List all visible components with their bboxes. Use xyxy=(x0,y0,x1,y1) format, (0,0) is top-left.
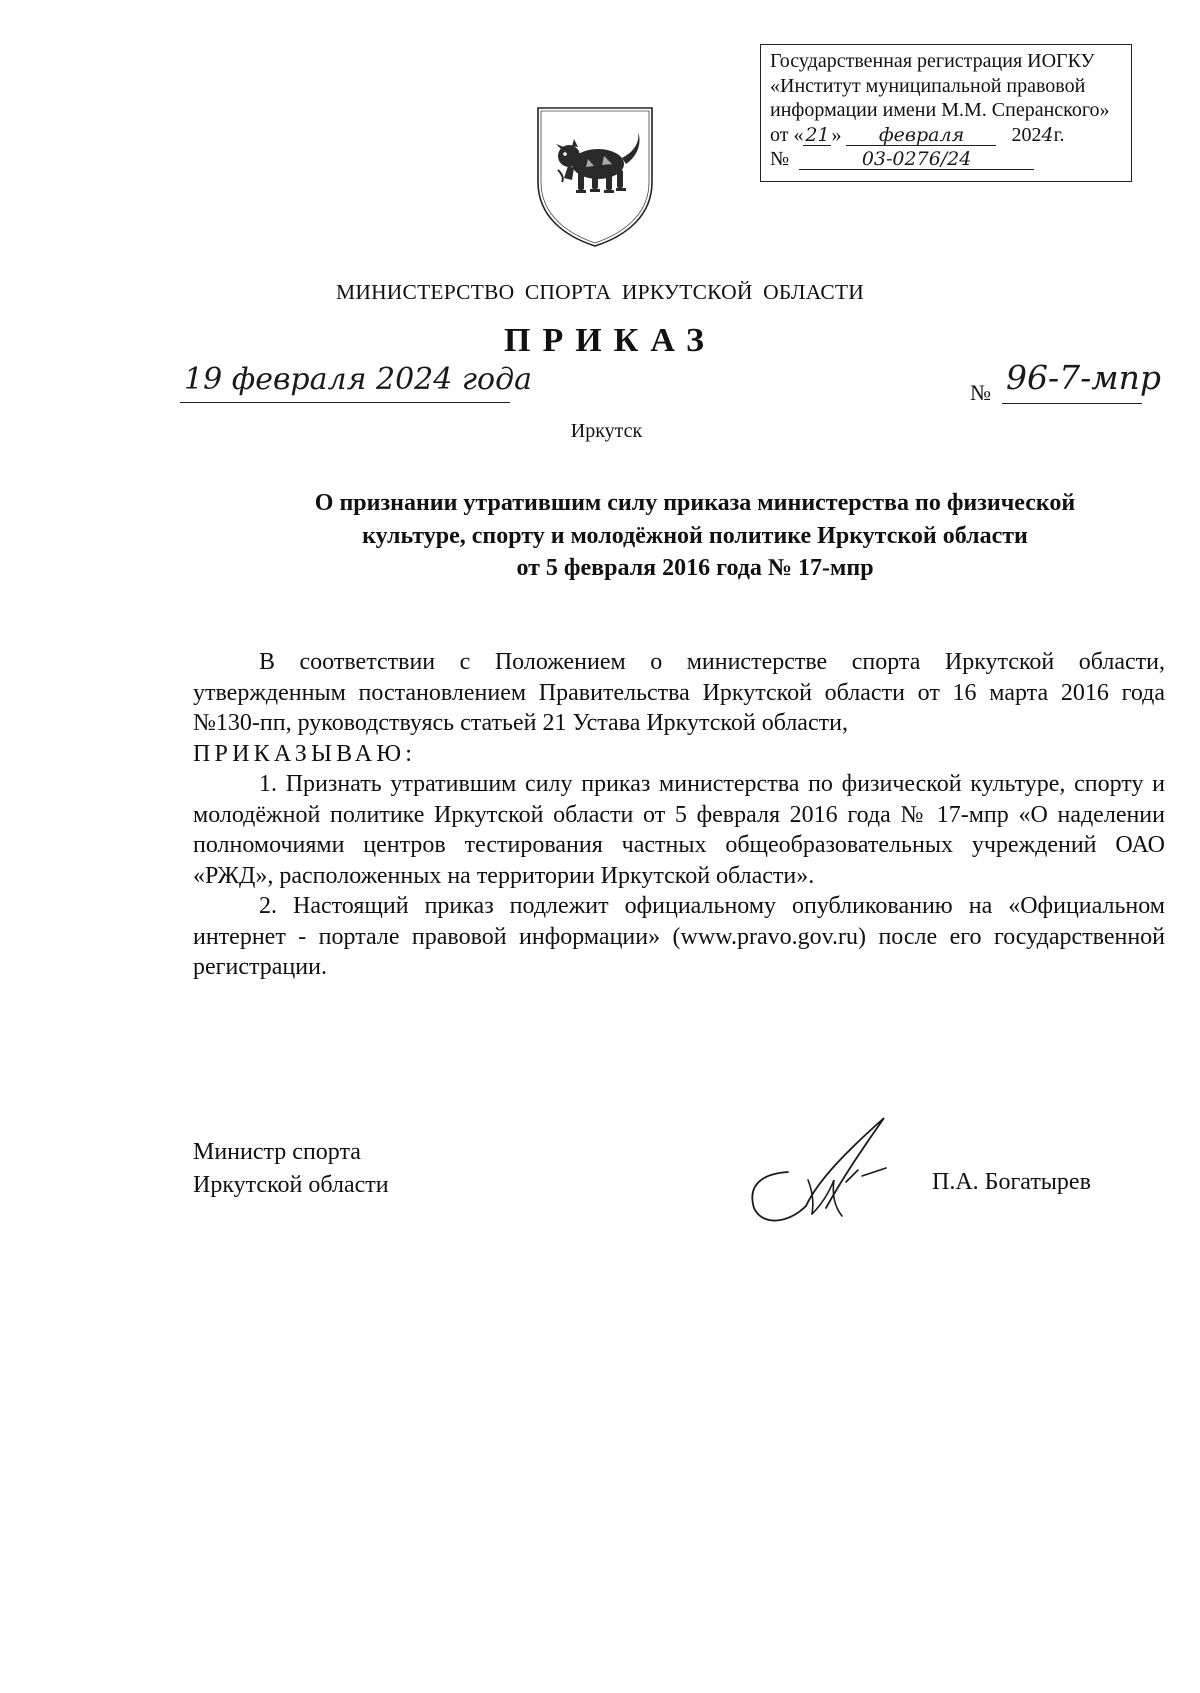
signatory-title xyxy=(193,1136,389,1202)
registration-stamp xyxy=(760,44,1132,182)
signatory-name: П.А. Богатырев xyxy=(932,1169,1091,1195)
order-title-line-3: от 5 февраля 2016 года № 17-мпр xyxy=(516,555,874,581)
order-date: 19 февраля 2024 года xyxy=(184,362,533,397)
handwritten-signature xyxy=(748,1110,928,1245)
order-date-field xyxy=(180,362,533,406)
registration-number: № 03-0276/24 xyxy=(770,147,1131,172)
signatory-title-line-1: Министр спорта xyxy=(193,1139,361,1165)
order-number: 96-7-мпр xyxy=(1006,358,1162,397)
order-number-field xyxy=(970,358,1180,406)
irkutsk-coat-of-arms-icon xyxy=(534,104,656,250)
registration-line-3: информации имени М.М. Сперанского» xyxy=(770,99,1110,121)
order-word: ПРИКАЗЫВАЮ: xyxy=(193,740,417,767)
registration-month: февраля xyxy=(846,125,996,146)
order-date-underline xyxy=(180,402,510,403)
registration-line-2: «Институт муниципальной правовой xyxy=(770,74,1086,97)
preamble-paragraph: В соответствии с Положением о министерстве спорта Иркутской области, утвержденным постановлением Правительства Иркутской области от 16 марта 2016 года №130-пп, руководствуясь статьей 21 Устава Иркутской области, xyxy=(193,649,1165,736)
order-number-sign: № xyxy=(970,380,991,405)
registration-day: 21 xyxy=(805,123,830,146)
city: Иркутск xyxy=(570,420,643,442)
ministry-name: МИНИСТЕРСТВО СПОРТА ИРКУТСКОЙ ОБЛАСТИ xyxy=(336,280,864,304)
registration-date: от « 21» февраля 2024г. xyxy=(770,123,1065,146)
order-number-underline xyxy=(1002,403,1142,404)
registration-year-digit: 4 xyxy=(1041,123,1054,146)
order-item-1: 1. Признать утратившим силу приказ министерства по физической культуре, спорту и молодёжной политике Иркутской области от 5 февраля 2016 года № 17-мпр «О наделении полномочиями центров тестирования частных общеобразовательных учреждений ОАО «РЖД», расположенных на территории Иркутской области». xyxy=(193,771,1165,889)
order-title xyxy=(190,487,1200,585)
order-title-line-1: О признании утратившим силу приказа министерства по физической xyxy=(314,490,1076,516)
document-type-heading: ПРИКАЗ xyxy=(504,322,716,359)
order-body xyxy=(193,647,1165,983)
registration-number-value: 03-0276/24 xyxy=(799,149,1034,170)
order-item-2: 2. Настоящий приказ подлежит официальному опубликованию на «Официальном интернет - портале правовой информации» (www.pravo.gov.ru) после его государственной регистрации. xyxy=(193,893,1165,980)
order-title-line-2: культуре, спорту и молодёжной политике Иркутской области xyxy=(362,522,1028,549)
registration-line-1: Государственная регистрация ИОГКУ xyxy=(770,50,1095,72)
signatory-title-line-2: Иркутской области xyxy=(193,1172,389,1198)
